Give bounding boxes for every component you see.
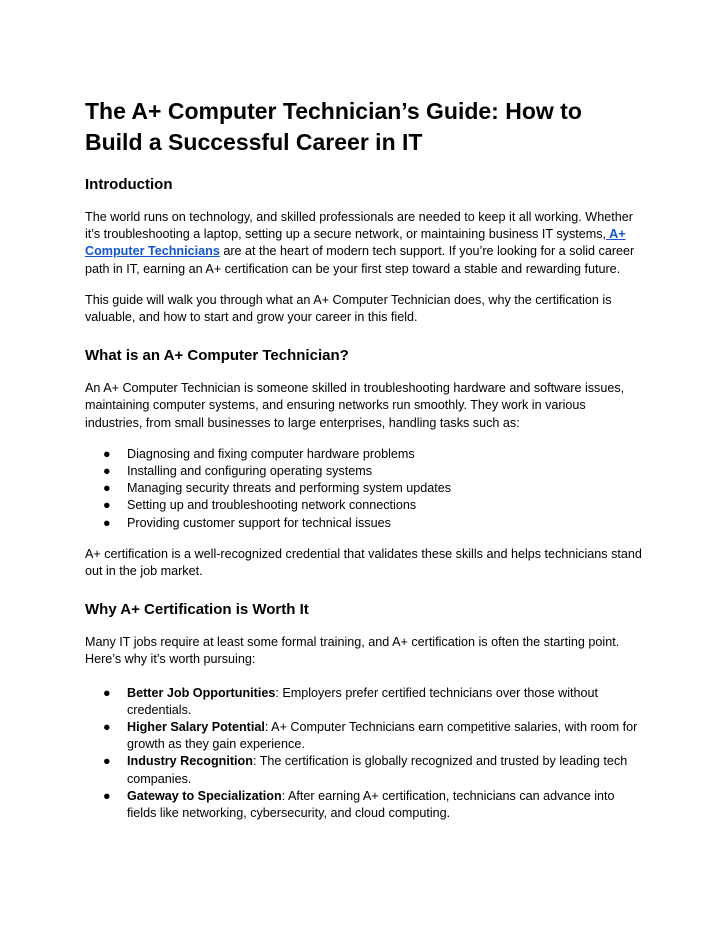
bullet-icon: ● [103, 685, 111, 700]
list-item [85, 719, 645, 753]
intro-paragraph-2: This guide will walk you through what an A+ Computer Technician does, why the certification is valuable, and how to start and grow your career in this field. [85, 292, 612, 325]
list-item-text: Managing security threats and performing system updates [127, 481, 452, 496]
intro-text-after-link: are at the heart of modern tech support. If you’re looking for a solid career path in IT, earning an A+ certification can be your first step toward a stable and rewarding future. [85, 244, 635, 276]
bullet-icon: ● [103, 464, 111, 479]
a-plus-technicians-link[interactable]: A+ Computer Technicians [85, 227, 626, 259]
benefit-list [85, 685, 645, 823]
list-item [85, 685, 645, 719]
list-item [85, 463, 645, 480]
list-item-text: Diagnosing and fixing computer hardware problems [127, 446, 415, 461]
document-body [85, 96, 645, 836]
benefit-text: : A+ Computer Technicians earn competitive salaries, with room for growth as they gain experience. [127, 720, 638, 752]
bullet-icon: ● [103, 481, 111, 496]
list-item-text: Installing and configuring operating systems [127, 464, 373, 479]
benefit-text: : After earning A+ certification, technicians can advance into fields like networking, cybersecurity, and cloud computing. [127, 788, 615, 821]
benefit-term: Higher Salary Potential [127, 720, 265, 735]
heading-introduction: Introduction [85, 176, 173, 193]
bullet-icon: ● [103, 446, 111, 461]
benefit-term: Better Job Opportunities [127, 685, 276, 700]
what-paragraph-1: An A+ Computer Technician is someone skilled in troubleshooting hardware and software issues, maintaining computer systems, and ensuring networks run smoothly. They work in various industries, from small businesses to large enterprises, handling tasks such as: [85, 381, 625, 430]
heading-what-is: What is an A+ Computer Technician? [85, 347, 349, 365]
list-item [85, 497, 645, 514]
intro-paragraph-1 [85, 209, 645, 278]
list-item [85, 515, 645, 532]
benefit-text: : The certification is globally recognized and trusted by leading tech companies. [127, 754, 628, 786]
what-paragraph-2: A+ certification is a well-recognized credential that validates these skills and helps technicians stand out in the job market. [85, 546, 642, 579]
list-item [85, 753, 645, 787]
task-list [85, 446, 645, 532]
heading-why-certification: Why A+ Certification is Worth It [85, 601, 309, 619]
list-item-text: Setting up and troubleshooting network connections [127, 498, 417, 513]
list-item-text: Providing customer support for technical issues [127, 515, 391, 530]
list-item [85, 480, 645, 497]
list-item [85, 788, 645, 822]
bullet-icon: ● [103, 515, 111, 530]
why-paragraph-1: Many IT jobs require at least some formal training, and A+ certification is often the starting point. Here’s why it’s worth pursuing: [85, 635, 620, 667]
benefit-text: : Employers prefer certified technicians over those without credentials. [127, 685, 599, 717]
intro-text-before-link: The world runs on technology, and skilled professionals are needed to keep it all working. Whether it’s troubleshooting a laptop, setting up a secure network, or maintaining business IT systems, [85, 210, 633, 242]
bullet-icon: ● [103, 788, 111, 803]
bullet-icon: ● [103, 498, 111, 513]
bullet-icon: ● [103, 720, 111, 735]
bullet-icon: ● [103, 754, 111, 769]
list-item [85, 446, 645, 463]
benefit-term: Industry Recognition [127, 754, 253, 769]
document-title: The A+ Computer Technician’s Guide: How to Build a Successful Career in IT [85, 98, 582, 155]
benefit-term: Gateway to Specialization [127, 788, 282, 803]
